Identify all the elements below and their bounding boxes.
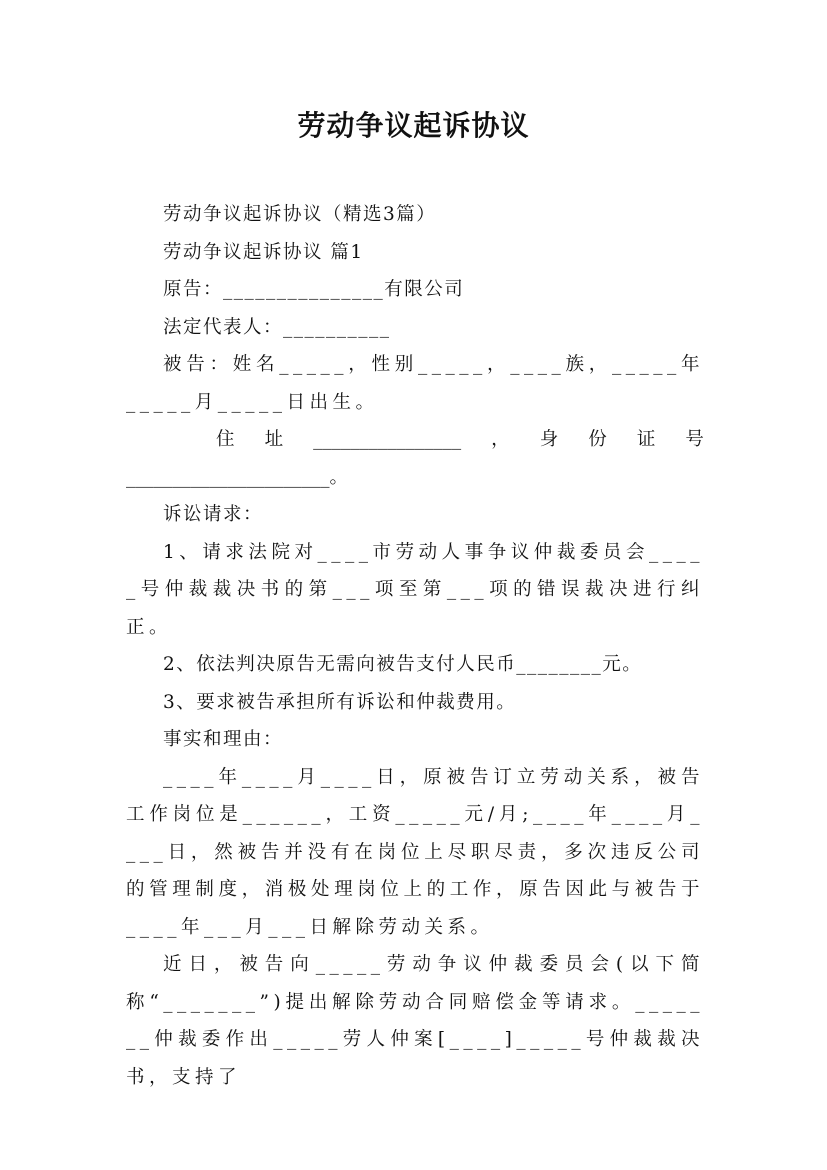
id-number-end: 。 [329,466,349,488]
id-label-char: 号 [685,429,704,450]
address-label-char: 址 [264,429,284,450]
document-body [126,196,704,1096]
paragraph-defendant: 被告：姓名_____，性别_____，____族，_____年_____月_____日出生。 [126,354,704,413]
id-label-char: 证 [636,429,656,450]
id-label-char: 份 [588,429,607,450]
address-blank: ________________ [313,429,462,450]
paragraph-facts: ____年____月____日，原被告订立劳动关系，被告工作岗位是______，工资_____元/月;____年____月____日，然被告并没有在岗位上尽职尽责，多次违反公司的管理制度，消极处理岗位上的工作，原告因此与被告于____年___月___日解除劳动关系。 [126,766,704,938]
document-title: 劳动争议起诉协议 [297,109,530,142]
paragraph-plaintiff: 原告：_______________有限公司 [163,279,465,300]
id-label-char: 身 [539,429,559,450]
id-number-blank: ______________________ [126,466,330,488]
address-label-char: 住 [216,429,235,450]
paragraph-subtitle: 劳动争议起诉协议（精选3篇） [163,204,437,225]
paragraph-recent: 近日，被告向_____劳动争议仲裁委员会(以下简称“_______”)提出解除劳动合同赔偿金等请求。_______仲裁委作出_____劳人仲案[____]_____号仲裁裁决书，支持了 [126,954,704,1088]
paragraph-claims-heading: 诉讼请求： [163,504,264,525]
paragraph-claim-1: 1、请求法院对____市劳动人事争议仲裁委员会_____号仲裁裁决书的第___项至第___项的错误裁决进行纠正。 [126,541,704,638]
paragraph-facts-heading: 事实和理由： [163,729,284,750]
paragraph-legal-representative: 法定代表人：__________ [163,316,391,338]
paragraph-claim-3: 3、要求被告承担所有诉讼和仲裁费用。 [163,691,517,713]
paragraph-claim-2: 2、依法判决原告无需向被告支付人民币________元。 [163,654,643,675]
id-number-line [126,459,704,497]
address-line [126,421,704,459]
paragraph-section-heading: 劳动争议起诉协议 篇1 [163,241,364,263]
paragraph-address [126,421,704,496]
address-comma: ， [491,429,510,450]
